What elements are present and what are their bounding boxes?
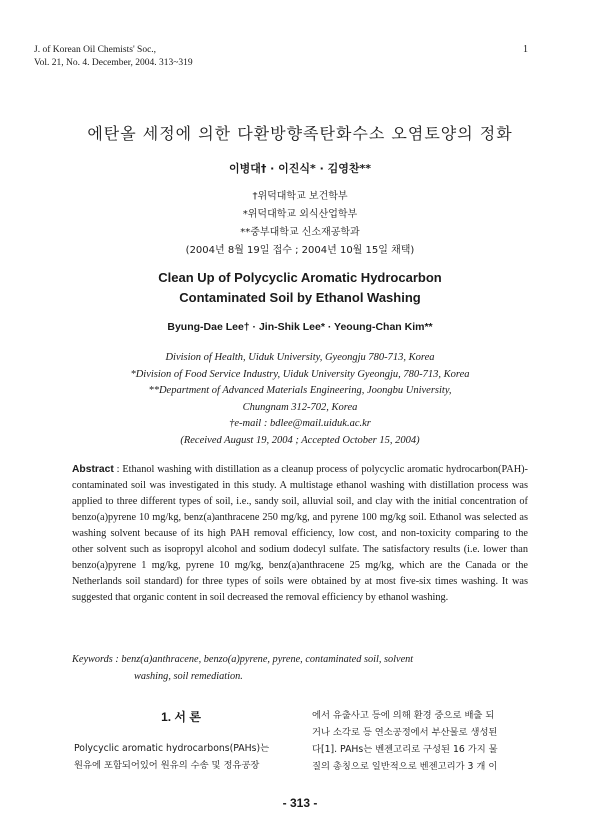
- body-column-right: [312, 707, 528, 775]
- page-number-top: 1: [523, 44, 528, 55]
- keywords-line-1: : benz(a)anthracene, benzo(a)pyrene, pyrene, contaminated soil, solvent: [115, 654, 414, 665]
- english-received-date: (Received August 19, 2004 ; Accepted October 15, 2004): [180, 434, 420, 446]
- journal-line-1: J. of Korean Oil Chemists' Soc.,: [34, 45, 157, 55]
- english-affiliation: Chungnam 312-702, Korea: [242, 401, 358, 413]
- body-column-left: [74, 740, 288, 774]
- body-line: 에서 유출사고 등에 의해 환경 중으로 배출 되: [312, 710, 495, 721]
- section-heading: 1. 서 론: [161, 710, 201, 724]
- english-affiliation: **Department of Advanced Materials Engineering, Joongbu University,: [148, 385, 452, 397]
- body-line: 다[1]. PAHs는 벤젠고리로 구성된 16 가지 물: [312, 744, 498, 755]
- korean-received-date: (2004년 8월 19일 접수 ; 2004년 10월 15일 채택): [185, 245, 415, 256]
- keywords-label: Keywords: [72, 654, 113, 665]
- body-line: 원유에 포함되어있어 원유의 수송 및 정유공장: [74, 760, 260, 771]
- body-line: 질의 총칭으로 일반적으로 벤젠고리가 3 개 이: [312, 761, 498, 772]
- author-email: †e-mail : bdlee@mail.uiduk.ac.kr: [229, 418, 371, 430]
- english-affiliations: [0, 350, 600, 450]
- body-line: 거나 소각로 등 연소공정에서 부산물로 생성된: [312, 727, 498, 738]
- korean-authors: 이병대† · 이진식* · 김영찬**: [228, 162, 372, 175]
- keywords: [72, 652, 528, 685]
- korean-affiliation: **중부대학교 신소재공학과: [240, 227, 360, 238]
- abstract-text: : Ethanol washing with distillation as a cleanup process of polycyclic aromatic hydrocarbon(PAH)-contaminated soil was investigated in this study. A multistage ethanol washing with distillation process was applied to three different types of soil, i.e., sandy soil, alluvial soil, and clay with the initial concentration of benzo(a)pyrene 10 mg/kg, benz(a)anthracene 250 mg/kg, and pyrene 100 mg/kg soil. Ethanol was selected as washing solvent because of its high PAH removal efficiency, low cost, and non-toxicity comparing to the other solvent such as isopropyl alcohol and sodium dodecyl sulfate. The satisfactory results (i.e. lower than benzo(a)pyrene 1 mg/kg, pyrene 10 mg/kg, benz(a)anthracene 25 mg/kg, which are the Canada or the Netherlands soil standard) for three types of soils were obtained by at most five-six times washing. It was suggested that organic content in soil decreased the removal efficiency by ethanol washing.: [72, 464, 528, 603]
- english-affiliation: Division of Health, Uiduk University, Gyeongju 780-713, Korea: [165, 352, 435, 363]
- keywords-line-2: washing, soil remediation.: [134, 670, 243, 682]
- english-title-line-1: Clean Up of Polycyclic Aromatic Hydrocarbon: [158, 270, 442, 285]
- korean-affiliation: *위덕대학교 외식산업학부: [242, 209, 358, 220]
- english-affiliation: *Division of Food Service Industry, Uiduk University Gyeongju, 780-713, Korea: [130, 368, 470, 380]
- korean-affiliation: †위덕대학교 보건학부: [252, 191, 348, 202]
- abstract: [72, 462, 528, 606]
- english-authors: Byung-Dae Lee† · Jin-Shik Lee* · Yeoung-Chan Kim**: [167, 321, 433, 333]
- korean-title: 에탄올 세정에 의한 다환방향족탄화수소 오염토양의 정화: [87, 124, 513, 143]
- english-title-line-2: Contaminated Soil by Ethanol Washing: [179, 290, 421, 305]
- page-number-footer: - 313 -: [282, 796, 318, 810]
- body-line: Polycyclic aromatic hydrocarbons(PAHs)는: [74, 743, 270, 754]
- korean-affiliations: [0, 188, 600, 260]
- abstract-label: Abstract: [72, 464, 114, 475]
- journal-line-2: Vol. 21, No. 4. December, 2004. 313~319: [34, 58, 193, 68]
- english-title: [0, 268, 600, 308]
- journal-citation: [34, 44, 193, 70]
